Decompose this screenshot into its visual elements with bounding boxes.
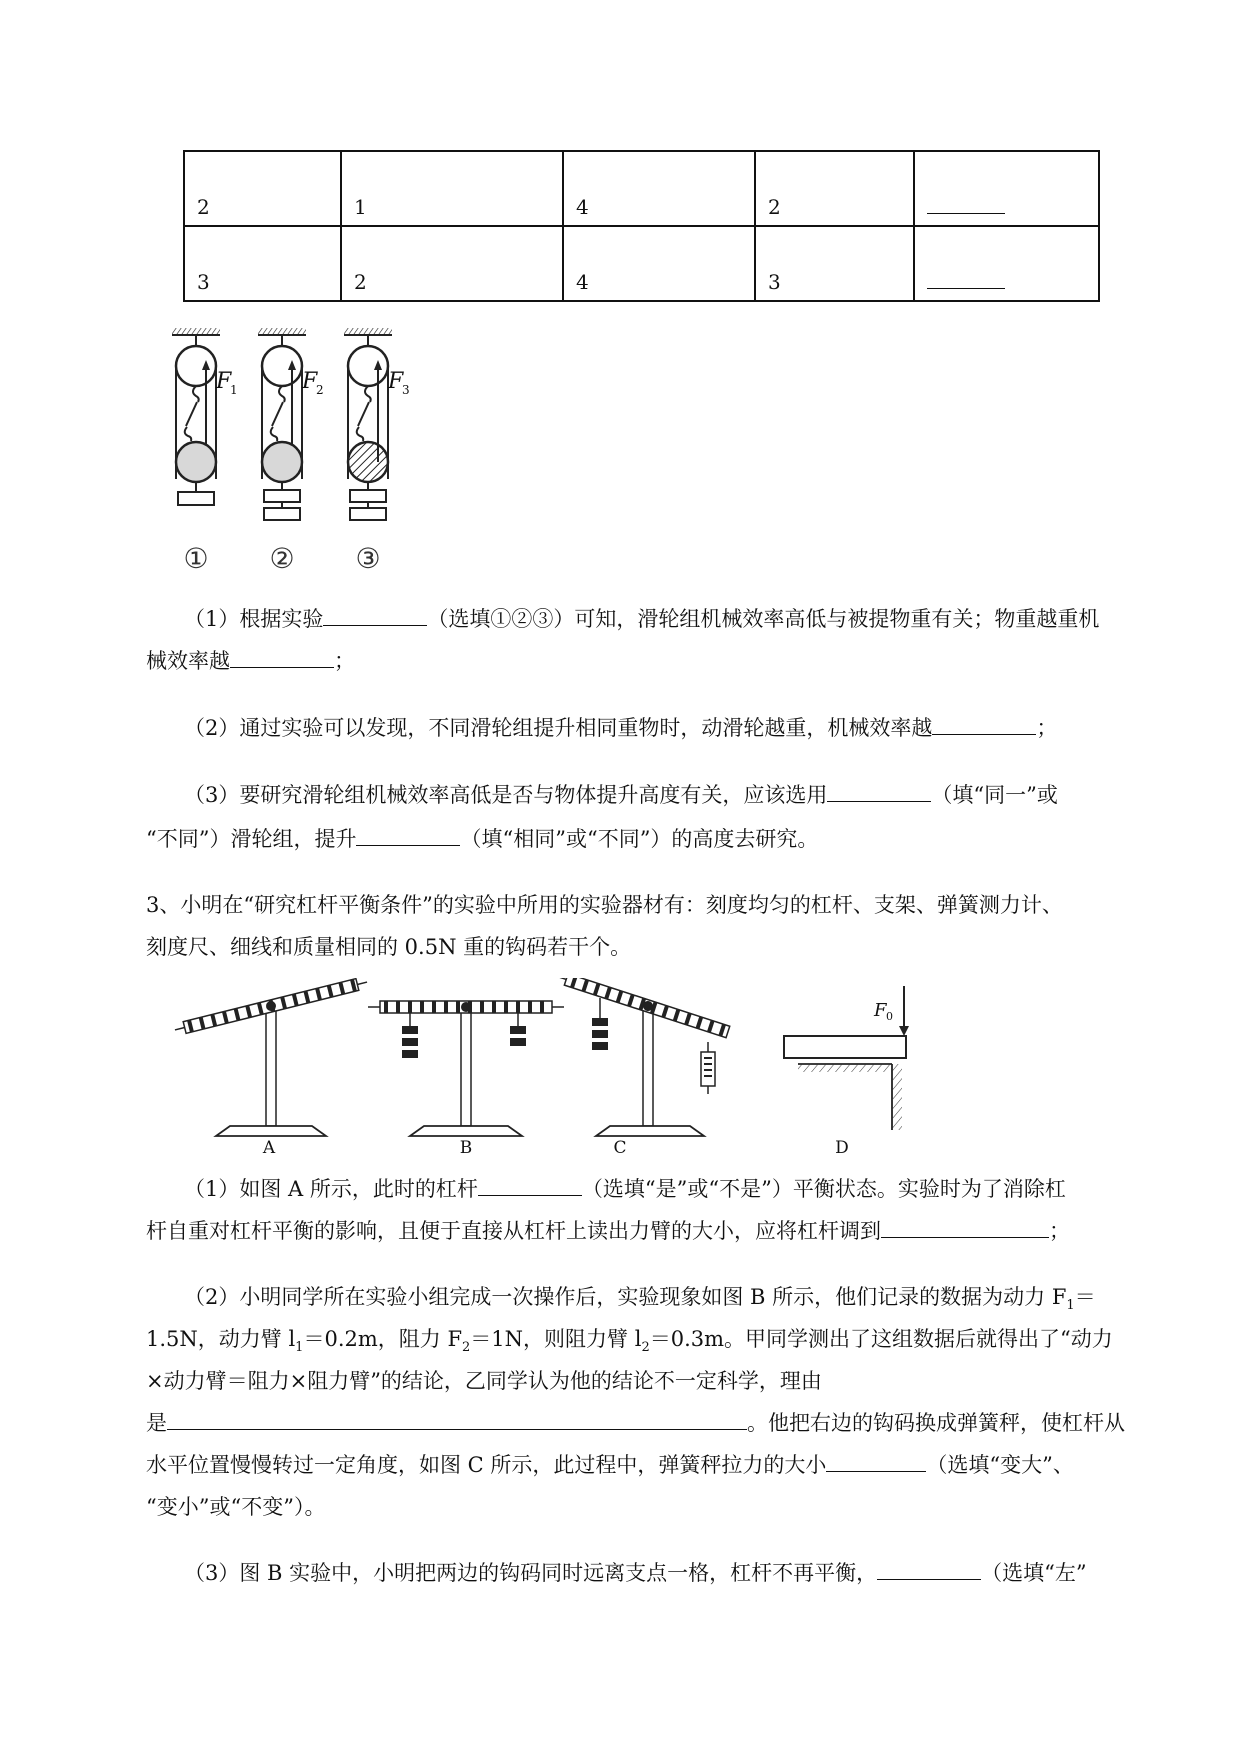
circle-label-3: ③ [355, 542, 381, 575]
pulley-setup-3 [344, 328, 410, 575]
svg-text:0: 0 [886, 1010, 893, 1023]
fig-label-d: D [835, 1138, 849, 1158]
table-cell: 4 [563, 151, 755, 226]
q2-part3-line1: （3）要研究滑轮组机械效率高低是否与物体提升高度有关，应该选用 （填“同一”或 [184, 774, 1194, 816]
q2-part2: （2）通过实验可以发现，不同滑轮组提升相同重物时，动滑轮越重，机械效率越 ； [184, 707, 1194, 749]
q3-part3-line1: （3）图 B 实验中，小明把两边的钩码同时远离支点一格，杠杆不再平衡， （选填“左” [184, 1552, 1194, 1594]
q3-part1-line1: （1）如图 A 所示，此时的杠杆 （选填“是”或“不是”）平衡状态。实验时为了消除杠 [184, 1168, 1194, 1210]
lever-setup-a [173, 978, 368, 1158]
q3-part2-line6: “变小”或“不变”）。 [146, 1495, 326, 1519]
table-blank-cell [914, 226, 1099, 301]
circle-label-1: ① [183, 542, 209, 575]
table-cell: 1 [341, 151, 563, 226]
answer-blank[interactable] [927, 193, 1005, 214]
table-cell: 2 [184, 151, 341, 226]
answer-blank[interactable] [478, 1173, 582, 1196]
q3-part2-line4: 是 。他把右边的钩码换成弹簧秤，使杠杆从 [146, 1402, 1156, 1444]
q3-part2-line1: （2）小明同学所在实验小组完成一次操作后，实验现象如图 B 所示，他们记录的数据为动力 $F_1=$ [184, 1285, 1096, 1314]
table-row [184, 151, 1099, 226]
table-cell: 2 [341, 226, 563, 301]
pulley-setup-2 [258, 328, 324, 575]
force-label-f3: F [388, 369, 404, 394]
answer-blank[interactable] [877, 1557, 981, 1580]
q2-part1-line2: 械效率越 ； [146, 640, 1156, 682]
answer-blank[interactable] [827, 779, 931, 802]
table-cell: 3 [755, 226, 914, 301]
answer-blank[interactable] [230, 645, 334, 668]
fig-label-a: A [262, 1138, 276, 1158]
answer-blank[interactable] [881, 1215, 1049, 1238]
table-blank-cell [914, 151, 1099, 226]
lever-setup-b [368, 1001, 564, 1158]
lever-setup-d [784, 986, 909, 1158]
table-cell: 3 [184, 226, 341, 301]
answer-blank[interactable] [323, 603, 427, 626]
table-cell: 2 [755, 151, 914, 226]
answer-blank[interactable] [826, 1449, 926, 1472]
force-label-f2: F [302, 369, 318, 394]
lever-setup-c [555, 978, 730, 1158]
data-table [183, 150, 1100, 302]
q3-part2-line3: ×动力臂＝阻力×阻力臂”的结论，乙同学认为他的结论不一定科学，理由 [146, 1369, 822, 1393]
svg-text:3: 3 [402, 383, 410, 397]
table-row [184, 226, 1099, 301]
pulley-figure [170, 322, 450, 578]
q2-part1-line1: （1）根据实验 （选填①②③）可知，滑轮组机械效率高低与被提物重有关；物重越重机 [184, 598, 1194, 640]
pulley-setup-1 [172, 328, 238, 575]
q3-part2-line2: 1.5N，动力臂 $l_1=0.2m$，阻力 $F_2=1N$，则阻力臂 $l_2=0.3m$。甲同学测出了这组数据后就得出了“动力 [146, 1327, 1113, 1356]
fig-label-c: C [613, 1138, 627, 1158]
answer-blank[interactable] [167, 1407, 747, 1430]
answer-blank[interactable] [932, 712, 1036, 735]
svg-text:1: 1 [230, 383, 238, 397]
fig-label-b: B [459, 1138, 473, 1158]
q3-intro-line2: 刻度尺、细线和质量相同的 0.5N 重的钩码若干个。 [146, 935, 632, 959]
q3-part1-line2: 杆自重对杠杆平衡的影响，且便于直接从杠杆上读出力臂的大小，应将杠杆调到 ； [146, 1210, 1156, 1252]
table-cell: 4 [563, 226, 755, 301]
svg-text:2: 2 [316, 383, 324, 397]
lever-figure [170, 978, 960, 1158]
answer-blank[interactable] [356, 823, 460, 846]
force-label-f0: F [874, 1000, 887, 1021]
q3-intro-line1: 3、小明在“研究杠杆平衡条件”的实验中所用的实验器材有：刻度均匀的杠杆、支架、弹簧测力计、 [146, 893, 1063, 917]
q2-part3-line2: “不同”）滑轮组，提升 （填“相同”或“不同”）的高度去研究。 [146, 818, 1156, 860]
q3-part2-line5: 水平位置慢慢转过一定角度，如图 C 所示，此过程中，弹簧秤拉力的大小 （选填“变大”、 [146, 1444, 1156, 1486]
answer-blank[interactable] [927, 268, 1005, 289]
circle-label-2: ② [269, 542, 295, 575]
force-label-f1: F [216, 369, 232, 394]
